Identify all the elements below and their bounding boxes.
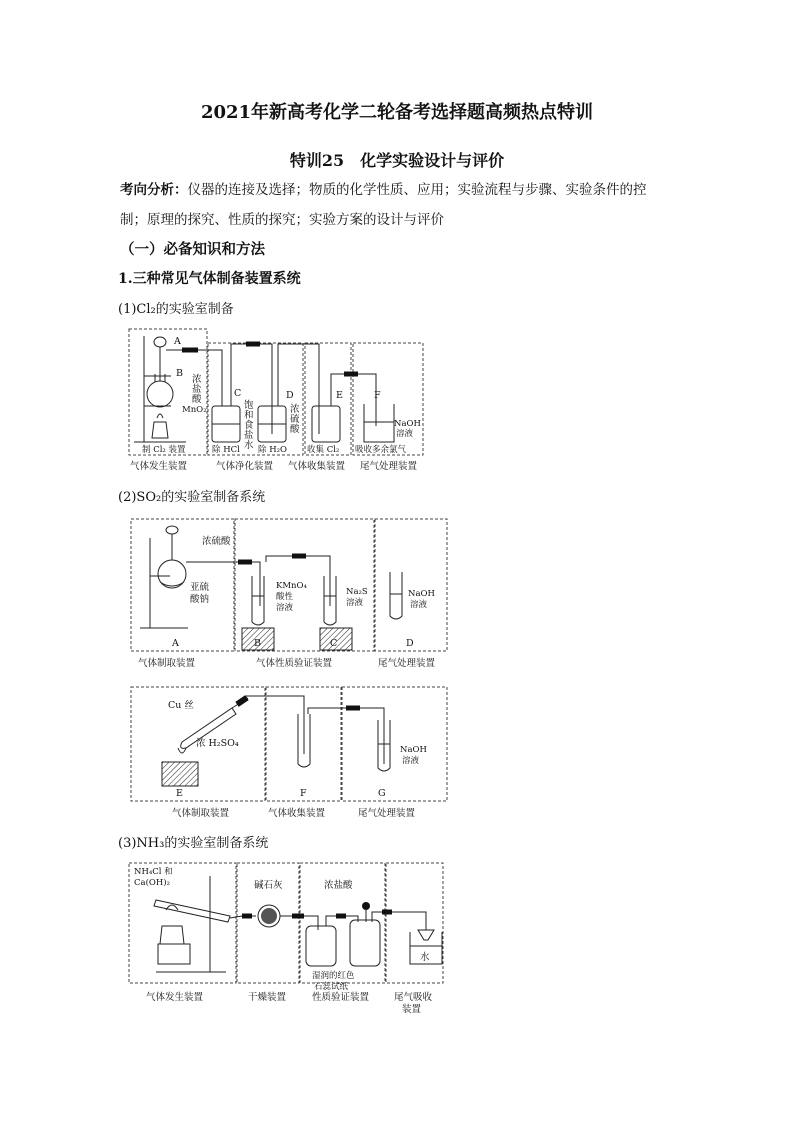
label-conc-h2so4-2: 硫: [290, 414, 300, 425]
label-D: D: [286, 390, 294, 401]
label-na2so3-2: 酸钠: [190, 594, 210, 605]
label-absorb: 吸收多余氯气: [355, 445, 407, 455]
label-kmno4-2: 酸性: [276, 592, 294, 602]
page-subtitle: 特训25 化学实验设计与评价: [289, 151, 505, 170]
label-sat-salt-3: 食: [244, 420, 254, 431]
page-title: 2021年新高考化学二轮备考选择题高频热点特训: [200, 102, 594, 123]
label-naoh-1: NaOH: [408, 589, 435, 599]
section-tail-2: 装置: [402, 1004, 422, 1015]
label-nh4cl-2: Ca(OH)₂: [134, 878, 170, 888]
section-dry: 干燥装置: [248, 992, 287, 1003]
label-litmus-2: 石蕊试纸: [314, 982, 349, 992]
label-F: F: [374, 390, 381, 401]
fig4-caption: (3)NH₃的实验室制备系统: [118, 836, 269, 851]
label-A: A: [172, 638, 179, 649]
label-G: G: [378, 788, 386, 799]
label-cu-wire: Cu 丝: [168, 700, 194, 711]
label-sat-salt-5: 水: [244, 440, 254, 451]
analysis-paragraph: [120, 178, 700, 202]
label-conc-hcl-2: 盐: [192, 384, 202, 395]
label-sat-salt-2: 和: [244, 410, 254, 421]
label-naoh-2: 溶液: [410, 600, 428, 610]
cu-h2so4-apparatus-diagram: [128, 684, 450, 820]
analysis-line2: 制；原理的探究、性质的探究；实验方案的设计与评价: [120, 212, 444, 228]
label-A: A: [174, 336, 181, 347]
so2-apparatus-diagram: [128, 516, 450, 670]
section-tail: 尾气处理装置: [360, 461, 418, 472]
analysis-line1: 仪器的连接及选择；物质的化学性质、应用；实验流程与步骤、实验条件的控: [187, 182, 647, 198]
label-C: C: [234, 388, 242, 399]
label-soda-lime: 碱石灰: [254, 880, 283, 891]
section-tail-1: 尾气吸收: [394, 992, 433, 1003]
section-heading: （一）必备知识和方法: [120, 241, 265, 258]
fig2-caption: (2)SO₂的实验室制备系统: [118, 490, 266, 505]
label-conc-h2so4: 浓硫酸: [202, 536, 231, 547]
section-tail: 尾气处理装置: [358, 808, 416, 819]
label-litmus-1: 湿润的红色: [312, 971, 355, 981]
section-make: 气体制取装置: [138, 658, 196, 669]
label-naoh: NaOH: [394, 419, 421, 429]
label-nh4cl-1: NH₄Cl 和: [134, 867, 173, 877]
label-na2s-1: Na₂S: [346, 587, 368, 597]
label-F: F: [300, 788, 307, 799]
label-B: B: [176, 368, 183, 379]
label-E: E: [176, 788, 183, 799]
section-gen: 气体发生装置: [146, 992, 204, 1003]
nh3-apparatus-diagram: [126, 860, 448, 1016]
label-conc-h2so4-3: 酸: [290, 424, 300, 435]
analysis-label: 考向分析：: [120, 182, 188, 198]
cl2-apparatus-diagram: [126, 326, 428, 474]
section-verify: 性质验证装置: [312, 992, 370, 1003]
label-sat-salt-1: 饱: [244, 400, 254, 411]
label-water: 水: [420, 952, 430, 963]
label-naoh-1: NaOH: [400, 745, 427, 755]
label-B: B: [254, 638, 261, 649]
label-solution: 溶液: [396, 429, 414, 439]
label-C: C: [330, 638, 338, 649]
label-remove-h2o: 除 H₂O: [258, 445, 287, 455]
label-naoh-2: 溶液: [402, 756, 420, 766]
label-conc-hcl-1: 浓: [192, 374, 202, 385]
label-D: D: [406, 638, 414, 649]
label-na2so3-1: 亚硫: [190, 582, 210, 593]
subsection-heading: 1.三种常见气体制备装置系统: [118, 271, 301, 287]
section-tail: 尾气处理装置: [378, 658, 436, 669]
label-mno2: MnO₂: [182, 405, 207, 415]
label-conc-h2so4-1: 浓: [290, 404, 300, 415]
label-make-cl2: 制 Cl₂ 装置: [142, 445, 186, 455]
label-conc-hcl: 浓盐酸: [324, 880, 353, 891]
label-kmno4-1: KMnO₄: [276, 581, 307, 591]
section-collect: 气体收集装置: [288, 461, 346, 472]
label-conc-hcl-3: 酸: [192, 394, 202, 405]
label-collect-cl2: 收集 Cl₂: [307, 445, 340, 455]
label-sat-salt-4: 盐: [244, 430, 254, 441]
label-kmno4-3: 溶液: [276, 603, 294, 613]
section-collect: 气体收集装置: [268, 808, 326, 819]
section-gen: 气体发生装置: [130, 461, 188, 472]
label-remove-hcl: 除 HCl: [212, 445, 240, 455]
label-E: E: [336, 390, 343, 401]
section-verify: 气体性质验证装置: [256, 658, 333, 669]
fig1-caption: (1)Cl₂的实验室制备: [118, 302, 234, 317]
section-purify: 气体净化装置: [216, 461, 274, 472]
section-make: 气体制取装置: [172, 808, 230, 819]
label-conc-h2so4: 浓 H₂SO₄: [196, 738, 239, 749]
label-na2s-2: 溶液: [346, 598, 364, 608]
